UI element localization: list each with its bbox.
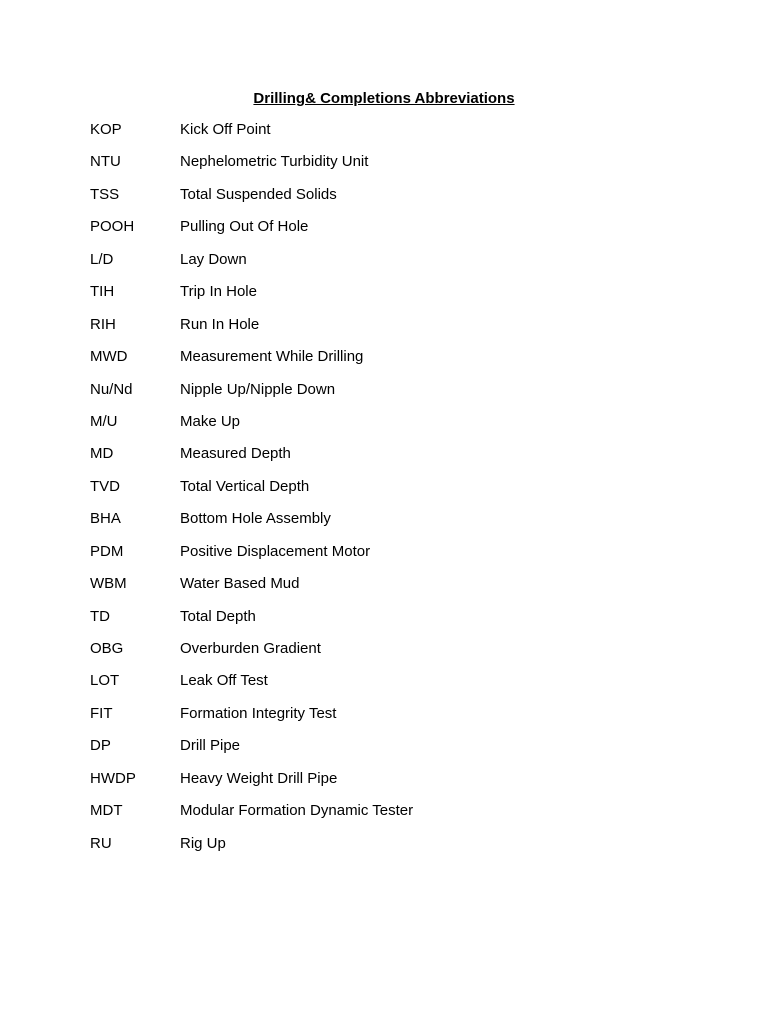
list-item [90,671,690,703]
abbreviation-term: OBG [90,640,124,657]
abbreviation-definition: Total Suspended Solids [180,185,337,203]
abbreviation-list [90,120,690,866]
list-item [90,315,690,347]
list-item [90,801,690,833]
abbreviation-term: TSS [90,185,120,203]
list-item [90,120,690,152]
abbreviation-term: RIH [90,315,116,333]
abbreviation-term: M/U [90,412,118,430]
abbreviation-term: NTU [90,153,121,171]
abbreviation-definition: Nipple Up/Nipple Down [180,380,336,398]
abbreviation-term: TVD [90,477,120,495]
list-item [90,769,690,801]
document-title: Drilling& Completions Abbreviations [253,90,515,107]
abbreviation-definition: Lay Down [180,250,247,268]
abbreviation-term: BHA [90,510,121,528]
abbreviation-definition: Measurement While Drilling [180,348,364,366]
abbreviation-definition: Total Depth [180,607,256,625]
list-item [90,542,690,574]
abbreviation-definition: Nephelometric Turbidity Unit [180,153,369,171]
abbreviation-definition: Measured Depth [180,445,291,463]
list-item [90,574,690,606]
list-item [90,282,690,314]
abbreviation-definition: Make Up [180,412,241,430]
abbreviation-definition: Leak Off Test [180,672,268,690]
abbreviation-term: MD [90,445,114,463]
abbreviation-term: RU [90,834,112,852]
abbreviation-definition: Total Vertical Depth [180,477,310,495]
list-item [90,444,690,476]
abbreviation-definition: Run In Hole [180,315,260,333]
abbreviation-definition: Formation Integrity Test [180,704,337,722]
list-item [90,380,690,412]
list-item [90,250,690,282]
abbreviation-term: PDM [90,542,124,560]
list-item [90,152,690,184]
abbreviation-definition: Drill Pipe [180,737,241,755]
abbreviation-definition: Rig Up [180,834,226,852]
abbreviation-term: L/D [90,250,114,268]
abbreviation-definition: Water Based Mud [180,575,300,593]
abbreviation-term: MWD [90,348,128,366]
abbreviation-term: LOT [90,672,120,690]
list-item [90,639,690,671]
list-item [90,412,690,444]
abbreviation-definition: Trip In Hole [180,283,257,301]
abbreviation-term: FIT [90,704,113,722]
abbreviation-term: TIH [90,283,115,301]
abbreviation-definition: Bottom Hole Assembly [180,510,331,528]
abbreviation-definition: Pulling Out Of Hole [180,218,309,236]
list-item [90,607,690,639]
abbreviation-term: MDT [90,802,123,820]
list-item [90,347,690,379]
list-item [90,185,690,217]
list-item [90,477,690,509]
list-item [90,704,690,736]
abbreviation-definition: Heavy Weight Drill Pipe [180,769,338,787]
list-item [90,509,690,541]
list-item [90,217,690,249]
abbreviation-definition: Overburden Gradient [180,640,321,657]
list-item [90,834,690,866]
abbreviation-definition: Positive Displacement Motor [180,542,371,560]
abbreviation-definition: Kick Off Point [180,121,271,138]
list-item [90,736,690,768]
abbreviation-term: Nu/Nd [90,380,133,398]
abbreviation-definition: Modular Formation Dynamic Tester [180,802,414,820]
abbreviation-term: POOH [90,218,135,236]
abbreviation-term: WBM [90,575,127,593]
abbreviation-term: HWDP [90,769,136,787]
abbreviation-term: KOP [90,121,122,138]
abbreviation-term: DP [90,737,111,755]
abbreviation-term: TD [90,607,110,625]
